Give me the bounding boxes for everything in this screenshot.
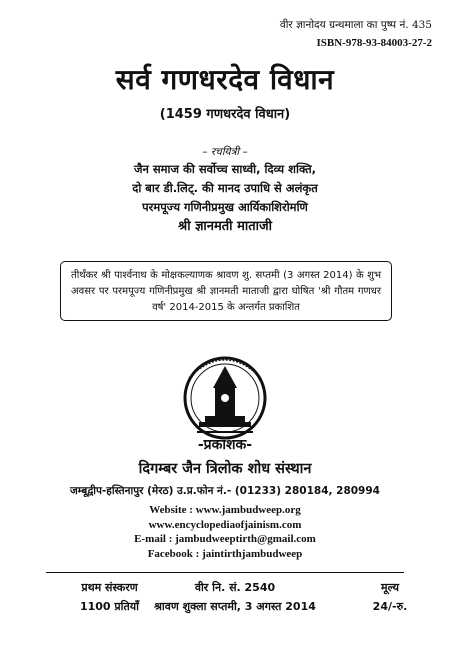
website-link-1[interactable]: Website : www.jambudweep.org [149, 504, 301, 516]
series-header [280, 16, 432, 52]
book-title: सर्व गणधरदेव विधान [115, 63, 335, 96]
price-label: मूल्य [381, 581, 399, 594]
date-info [150, 578, 320, 616]
author-name: श्री ज्ञानमती माताजी [177, 219, 273, 234]
publisher-contacts [0, 503, 450, 561]
website-link-2[interactable]: www.encyclopediaofjainism.com [148, 518, 302, 531]
price-info [355, 578, 425, 616]
isbn-text: ISBN-978-93-84003-27-2 [316, 37, 432, 49]
edition-info [62, 578, 157, 616]
institute-logo [175, 348, 275, 444]
author-role: – रचयित्री – [202, 146, 248, 158]
author-line-2: दो बार डी.लिट्. की मानद उपाधि से अलंकृत [132, 181, 318, 195]
price-value: 24/-रु. [372, 600, 408, 613]
email-link[interactable]: E-mail : jambudweeptirth@gmail.com [134, 533, 316, 545]
series-text: वीर ज्ञानोदय ग्रन्थमाला का पुष्प नं. 435 [279, 19, 432, 31]
book-subtitle: (1459 गणधरदेव विधान) [159, 107, 291, 122]
publisher-name: दिगम्बर जैन त्रिलोक शोध संस्थान [138, 461, 312, 477]
era-year: वीर नि. सं. 2540 [194, 581, 276, 594]
author-line-3: परमपूज्य गणिनीप्रमुख आर्यिकाशिरोमणि [142, 200, 308, 214]
publisher-address: जम्बूद्वीप-हस्तिनापुर (मेरठ) उ.प्र.फोन नं.- (01233) 280184, 280994 [70, 485, 380, 497]
publisher-label: -प्रकाशक- [197, 437, 253, 453]
author-line-1: जैन समाज की सर्वोच्च साध्वी, दिव्य शक्ति, [133, 162, 317, 176]
edition-copies: 1100 प्रतियाँ [79, 600, 140, 613]
author-description [0, 160, 450, 236]
facebook-link[interactable]: Facebook : jaintirthjambudweep [147, 547, 303, 560]
edition-label: प्रथम संस्करण [81, 581, 138, 594]
publication-notice-box: तीर्थंकर श्री पार्श्वनाथ के मोक्षकल्याणक श्रावण शु. सप्तमी (3 अगस्त 2014) के शुभ अवसर पर परमपूज्य गणिनीप्रमुख श्री ज्ञानमती माताजी द्वारा घोषित 'श्री गौतम गणधर वर्ष' 2014-2015 के अन्तर्गत प्रकाशित [60, 261, 392, 321]
publication-date: श्रावण शुक्ला सप्तमी, 3 अगस्त 2014 [154, 600, 316, 613]
footer-divider [46, 572, 404, 573]
